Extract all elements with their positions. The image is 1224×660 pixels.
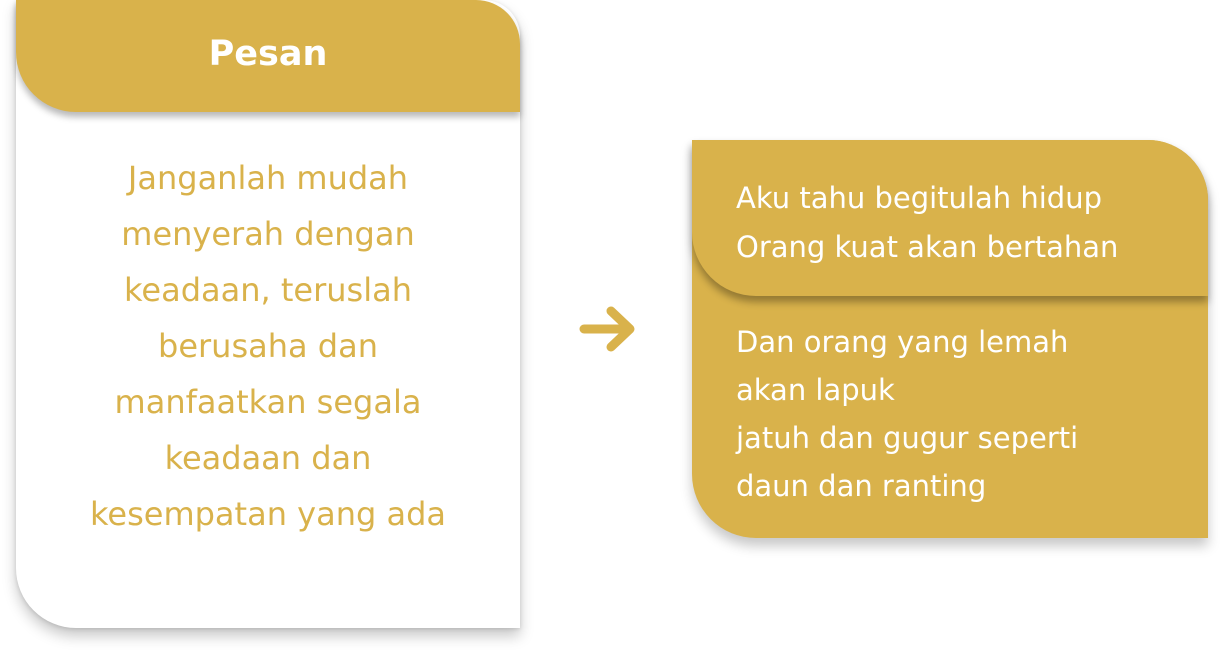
poem-line: jatuh dan gugur seperti <box>736 421 1079 455</box>
pesan-title: Pesan <box>208 34 328 74</box>
poem-top-text <box>736 174 1118 272</box>
pesan-message <box>16 150 520 542</box>
poem-top-section <box>692 140 1208 296</box>
poem-line: Aku tahu begitulah hidup <box>736 181 1102 215</box>
pesan-line: keadaan dan <box>164 439 372 477</box>
pesan-line: Janganlah mudah <box>127 159 409 197</box>
poem-line: daun dan ranting <box>736 469 987 503</box>
poem-line: akan lapuk <box>736 373 895 407</box>
poem-line: Orang kuat akan bertahan <box>736 230 1119 264</box>
pesan-line: menyerah dengan <box>121 215 415 253</box>
arrow-right-icon <box>578 303 640 355</box>
pesan-header <box>16 0 520 112</box>
poem-bottom-text <box>736 318 1078 510</box>
poem-line: Dan orang yang lemah <box>736 325 1069 359</box>
pesan-line: kesempatan yang ada <box>90 495 446 533</box>
pesan-line: berusaha dan <box>158 327 378 365</box>
pesan-line: keadaan, teruslah <box>124 271 412 309</box>
pesan-line: manfaatkan segala <box>114 383 422 421</box>
